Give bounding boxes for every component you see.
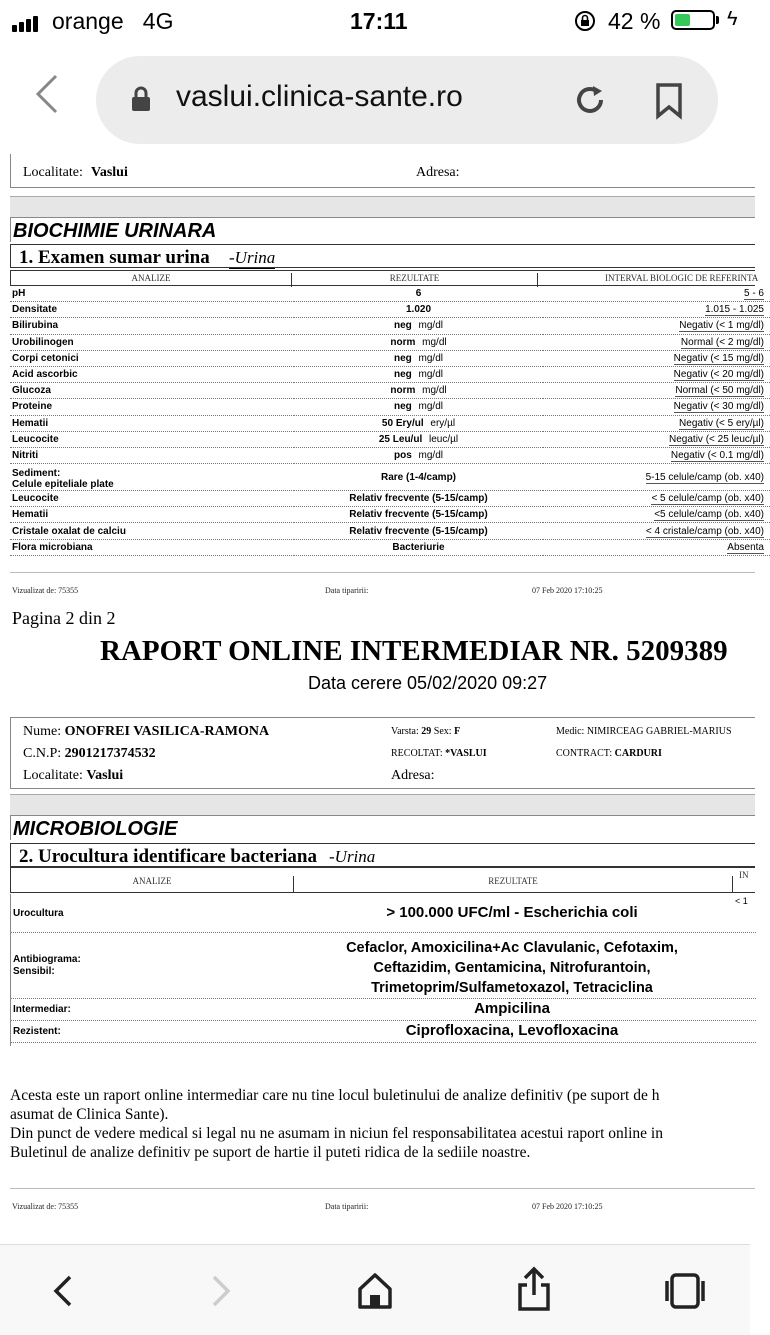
- analysis-value: 1.020: [294, 302, 543, 318]
- col-analize-2: ANALIZE: [132, 876, 172, 886]
- adresa-label: Adresa:: [416, 165, 460, 180]
- table-header: [10, 270, 759, 286]
- signal-icon: [12, 14, 40, 32]
- cnp-value: 2901217374532: [64, 746, 156, 761]
- sensibil-line-2: Ceftazidim, Gentamicina, Nitrofurantoin,: [373, 960, 651, 976]
- home-icon[interactable]: [356, 1271, 394, 1316]
- disclaimer-note: [10, 1086, 770, 1162]
- analysis-reference: Negativ (< 30 mg/dl): [543, 399, 770, 415]
- sediment-label: Sediment:: [12, 468, 61, 480]
- note-line-1: Acesta este un raport online intermediar care nu tine locul buletinului de analize definitiv (pe suport de h: [10, 1087, 660, 1104]
- battery-icon: [671, 10, 715, 30]
- analysis-reference: 5 - 6: [543, 286, 770, 302]
- print-date-2: 07 Feb 2020 17:10:25: [532, 1202, 603, 1211]
- medic-value: NIMIRCEAG GABRIEL-MARIUS: [586, 726, 732, 737]
- exam-sample-2: -Urina: [329, 847, 376, 866]
- cnp-label: C.N.P:: [23, 746, 62, 761]
- analysis-name: Leucocite: [10, 491, 294, 507]
- share-icon[interactable]: [516, 1267, 552, 1316]
- urocultura-row: [11, 894, 756, 933]
- rezistent-value: Ciprofloxacina, Levofloxacina: [405, 1022, 619, 1039]
- note-line-2: asumat de Clinica Sante).: [10, 1106, 169, 1123]
- divider: [10, 572, 755, 573]
- table-row: [10, 539, 770, 555]
- data-tiparirii-label-2: Data tiparirii:: [325, 1202, 369, 1211]
- section-band-2: [10, 794, 755, 816]
- divider-2: [10, 1188, 755, 1189]
- table-row: [10, 350, 770, 366]
- analysis-name: Cristale oxalat de calciu: [10, 523, 294, 539]
- table-row: [10, 507, 770, 523]
- analysis-value: neg mg/dl: [294, 366, 543, 382]
- col-rezultate: REZULTATE: [291, 273, 538, 287]
- intermediar-row: [11, 998, 756, 1021]
- table-row: [10, 447, 770, 463]
- recoltat-value: *VASLUI: [445, 748, 487, 759]
- forward-nav-icon[interactable]: [206, 1271, 236, 1316]
- data-tiparirii-label: Data tiparirii:: [325, 586, 369, 595]
- exam-header: [10, 244, 755, 268]
- localitate-value: Vaslui: [91, 165, 128, 180]
- urocultura-value: > 100.000 UFC/ml - Escherichia coli: [386, 904, 638, 921]
- localitate-label: Localitate:: [23, 165, 83, 180]
- medic-label: Medic:: [556, 726, 585, 737]
- contract-value: CARDURI: [614, 748, 662, 759]
- tabs-icon[interactable]: [664, 1271, 706, 1316]
- adresa-label-2: Adresa:: [391, 768, 435, 783]
- charging-icon: ϟ: [727, 8, 738, 30]
- sensibil-label: Sensibil:: [13, 966, 55, 977]
- results-table: [10, 286, 770, 556]
- sex-label: Sex:: [433, 726, 452, 737]
- status-bar: [0, 0, 750, 42]
- exam-header-2: [10, 843, 755, 867]
- battery-percent: 42 %: [608, 8, 661, 34]
- network-label: 4G: [142, 8, 174, 34]
- analysis-value: 50 Ery/ul ery/µl: [294, 415, 543, 431]
- rezistent-row: [11, 1020, 756, 1043]
- analysis-value: Rare (1-4/camp): [294, 464, 543, 491]
- analysis-reference: < 4 cristale/camp (ob. x40): [543, 523, 770, 539]
- ref-fragment: < 1: [735, 896, 748, 906]
- section-header-2: [10, 816, 755, 840]
- clock: 17:11: [350, 8, 408, 34]
- localitate-label-2: Localitate:: [23, 768, 83, 783]
- table-row: [10, 491, 770, 507]
- back-nav-icon[interactable]: [48, 1271, 78, 1316]
- table-row: [10, 286, 770, 302]
- sensibil-line-3: Trimetoprim/Sulfametoxazol, Tetraciclina: [371, 980, 653, 996]
- analysis-value: Relativ frecvente (5-15/camp): [294, 491, 543, 507]
- analysis-name: Hematii: [10, 507, 294, 523]
- section-title-2: MICROBIOLOGIE: [13, 818, 178, 840]
- print-date: 07 Feb 2020 17:10:25: [532, 586, 603, 595]
- analysis-name: pH: [10, 286, 294, 302]
- urocultura-label: Urocultura: [13, 908, 64, 919]
- analysis-reference: Negativ (< 0.1 mg/dl): [543, 447, 770, 463]
- varsta-value: 29: [421, 726, 432, 737]
- intermediar-label: Intermediar:: [13, 1004, 71, 1015]
- analysis-name: Urobilinogen: [10, 334, 294, 350]
- analysis-value: neg mg/dl: [294, 399, 543, 415]
- exam-title-2: 2. Urocultura identificare bacteriana: [19, 846, 317, 867]
- analysis-value: norm mg/dl: [294, 383, 543, 399]
- table-row: [10, 366, 770, 382]
- analysis-reference: < 5 celule/camp (ob. x40): [543, 491, 770, 507]
- note-line-4: Buletinul de analize definitiv pe suport de hartie il puteti ridica de la sediile noastre.: [10, 1144, 531, 1161]
- sex-value: F: [454, 726, 461, 737]
- col-analize: ANALIZE: [131, 273, 171, 283]
- note-line-3: Din punct de vedere medical si legal nu ne asumam in niciun fel responsabilitatea acestui raport online in: [10, 1125, 663, 1142]
- analysis-name: Proteine: [10, 399, 294, 415]
- analysis-reference: <5 celule/camp (ob. x40): [543, 507, 770, 523]
- bookmark-icon[interactable]: [654, 82, 684, 125]
- table-row: [10, 415, 770, 431]
- analysis-reference: Normal (< 2 mg/dl): [543, 334, 770, 350]
- col-interval-fragment: IN: [739, 870, 749, 880]
- intermediar-value: Ampicilina: [474, 1000, 550, 1017]
- sensibil-value: [293, 938, 731, 998]
- analysis-reference: Normal (< 50 mg/dl): [543, 383, 770, 399]
- table-row: [10, 334, 770, 350]
- contract-label: CONTRACT:: [556, 748, 613, 759]
- analysis-reference: Absenta: [543, 539, 770, 555]
- back-icon[interactable]: [28, 72, 68, 116]
- analysis-name: Flora microbiana: [10, 539, 294, 555]
- sensibil-row: [11, 932, 756, 999]
- page-number: Pagina 2 din 2: [12, 608, 116, 628]
- exam-title: 1. Examen sumar urina: [19, 247, 210, 268]
- analysis-value: neg mg/dl: [294, 318, 543, 334]
- analysis-reference: Negativ (< 20 mg/dl): [543, 366, 770, 382]
- patient-name: ONOFREI VASILICA-RAMONA: [64, 724, 270, 739]
- sensibil-line-1: Cefaclor, Amoxicilina+Ac Clavulanic, Cefotaxim,: [346, 940, 678, 956]
- analysis-reference: Negativ (< 1 mg/dl): [543, 318, 770, 334]
- lock-icon: [130, 86, 152, 117]
- report-title: RAPORT ONLINE INTERMEDIAR NR. 5209389: [100, 635, 728, 667]
- table-row: [10, 399, 770, 415]
- report-document: [0, 154, 764, 1244]
- analysis-reference: 1.015 - 1.025: [543, 302, 770, 318]
- table-row: [10, 464, 770, 491]
- analysis-name: Corpi cetonici: [10, 350, 294, 366]
- patient-info-box-2: [10, 717, 755, 789]
- analysis-value: Bacteriurie: [294, 539, 543, 555]
- analysis-name: Glucoza: [10, 383, 294, 399]
- analysis-name: Densitate: [10, 302, 294, 318]
- analysis-value: Relativ frecvente (5-15/camp): [294, 523, 543, 539]
- browser-toolbar: [0, 1244, 750, 1335]
- browser-nav-bar: [0, 42, 750, 154]
- exam-sample: -Urina: [229, 248, 276, 267]
- varsta-label: Varsta:: [391, 726, 419, 737]
- col-interval: INTERVAL BIOLOGIC DE REFERINTA: [605, 273, 759, 283]
- analysis-value: norm mg/dl: [294, 334, 543, 350]
- table-row: [10, 318, 770, 334]
- table-row: [10, 383, 770, 399]
- analysis-reference: Negativ (< 5 ery/µl): [543, 415, 770, 431]
- analysis-reference: Negativ (< 15 mg/dl): [543, 350, 770, 366]
- carrier-label: orange 4G: [52, 8, 174, 34]
- section-header: [10, 218, 755, 242]
- analysis-reference: 5-15 celule/camp (ob. x40): [543, 464, 770, 491]
- patient-info-box: [10, 154, 755, 188]
- table-header-2: [10, 867, 755, 893]
- table-row: [10, 431, 770, 447]
- analysis-name: Acid ascorbic: [10, 366, 294, 382]
- rezistent-label: Rezistent:: [13, 1026, 61, 1037]
- analysis-value: 25 Leu/ul leuc/µl: [294, 431, 543, 447]
- rotation-lock-icon: [573, 9, 597, 39]
- vizualizat-label: Vizualizat de: 75355: [12, 586, 79, 595]
- col-rezultate-2: REZULTATE: [293, 876, 733, 893]
- section-title: BIOCHIMIE URINARA: [13, 220, 217, 242]
- url-text[interactable]: vaslui.clinica-sante.ro: [176, 80, 463, 113]
- analysis-name: Leucocite: [10, 431, 294, 447]
- analysis-value: 6: [294, 286, 543, 302]
- analysis-value: Relativ frecvente (5-15/camp): [294, 507, 543, 523]
- reload-icon[interactable]: [572, 82, 608, 123]
- recoltat-label: RECOLTAT:: [391, 748, 443, 759]
- analysis-name: Bilirubina: [10, 318, 294, 334]
- section-band: [10, 196, 755, 218]
- table-row: [10, 302, 770, 318]
- analysis-name: Nitriti: [10, 447, 294, 463]
- analysis-value: neg mg/dl: [294, 350, 543, 366]
- battery-tip: [716, 16, 719, 24]
- analysis-value: pos mg/dl: [294, 447, 543, 463]
- analysis-name: Sediment: Celule epiteliale plate: [10, 464, 294, 491]
- nume-label: Nume:: [23, 724, 62, 739]
- localitate-value-2: Vaslui: [86, 768, 124, 783]
- data-cerere: Data cerere 05/02/2020 09:27: [308, 673, 548, 693]
- analysis-name: Hematii: [10, 415, 294, 431]
- vizualizat-label-2: Vizualizat de: 75355: [12, 1202, 79, 1211]
- table-row: [10, 523, 770, 539]
- antibiograma-label: Antibiograma:: [13, 954, 81, 965]
- analysis-reference: Negativ (< 25 leuc/µl): [543, 431, 770, 447]
- microbiology-results: [10, 894, 755, 1046]
